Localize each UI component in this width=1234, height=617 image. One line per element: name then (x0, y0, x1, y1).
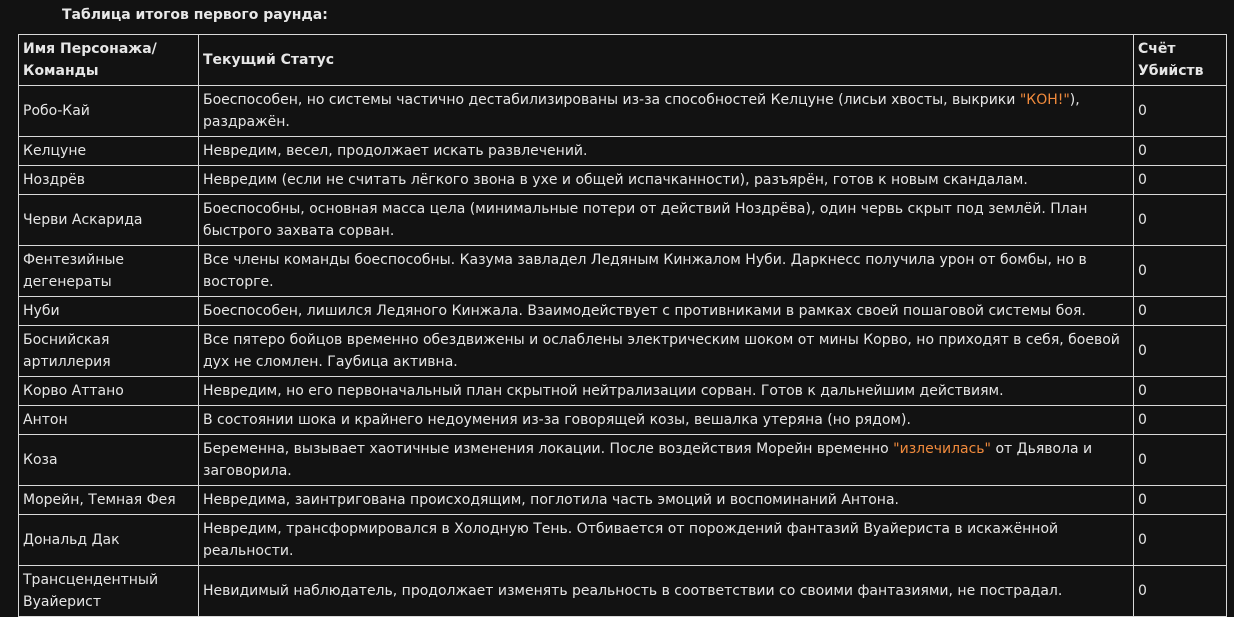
table-row (19, 486, 1227, 515)
kill-count: 0 (1134, 297, 1227, 326)
character-status: Невидимый наблюдатель, продолжает изменять реальность в соответствии со своими фантазиями, не пострадал. (199, 566, 1134, 617)
kill-count: 0 (1134, 515, 1227, 566)
character-name: Фентезийные дегенераты (19, 246, 199, 297)
status-highlight: "излечилась" (893, 441, 992, 457)
kill-count: 0 (1134, 377, 1227, 406)
character-status: В состоянии шока и крайнего недоумения из-за говорящей козы, вешалка утеряна (но рядом). (199, 406, 1134, 435)
table-row (19, 515, 1227, 566)
character-name: Коза (19, 435, 199, 486)
kill-count: 0 (1134, 566, 1227, 617)
character-status: Все члены команды боеспособны. Казума завладел Ледяным Кинжалом Нуби. Даркнесс получила урон от бомбы, но в восторге. (199, 246, 1134, 297)
kill-count: 0 (1134, 195, 1227, 246)
character-name: Черви Аскарида (19, 195, 199, 246)
table-row (19, 566, 1227, 617)
character-name: Ноздрёв (19, 166, 199, 195)
character-status: Боеспособны, основная масса цела (минимальные потери от действий Ноздрёва), один червь скрыт под землёй. План быстрого захвата сорван. (199, 195, 1134, 246)
kill-count: 0 (1134, 137, 1227, 166)
character-name: Нуби (19, 297, 199, 326)
kill-count: 0 (1134, 406, 1227, 435)
character-status: Беременна, вызывает хаотичные изменения локации. После воздействия Морейн временно "излечилась" от Дьявола и заговорила. (199, 435, 1134, 486)
header-status: Текущий Статус (199, 35, 1134, 86)
table-row (19, 406, 1227, 435)
character-name: Морейн, Темная Фея (19, 486, 199, 515)
character-status: Невредим, трансформировался в Холодную Тень. Отбивается от порождений фантазий Вуайериста в искажённой реальности. (199, 515, 1134, 566)
table-caption: Таблица итогов первого раунда: (62, 7, 328, 23)
character-name: Робо-Кай (19, 86, 199, 137)
character-status: Невредима, заинтригована происходящим, поглотила часть эмоций и воспоминаний Антона. (199, 486, 1134, 515)
character-name: Келцуне (19, 137, 199, 166)
character-status: Невредим (если не считать лёгкого звона в ухе и общей испачканности), разъярён, готов к новым скандалам. (199, 166, 1134, 195)
character-name: Дональд Дак (19, 515, 199, 566)
kill-count: 0 (1134, 486, 1227, 515)
table-row (19, 377, 1227, 406)
header-kills: Счёт Убийств (1134, 35, 1227, 86)
kill-count: 0 (1134, 166, 1227, 195)
table-row (19, 166, 1227, 195)
status-highlight: "КОН!" (1019, 92, 1070, 108)
character-status: Невредим, весел, продолжает искать развлечений. (199, 137, 1134, 166)
character-status: Боеспособен, лишился Ледяного Кинжала. Взаимодействует с противниками в рамках своей пошаговой системы боя. (199, 297, 1134, 326)
table-row (19, 246, 1227, 297)
kill-count: 0 (1134, 326, 1227, 377)
table-row (19, 137, 1227, 166)
kill-count: 0 (1134, 435, 1227, 486)
table-row (19, 297, 1227, 326)
table-row (19, 195, 1227, 246)
character-name: Боснийская артиллерия (19, 326, 199, 377)
kill-count: 0 (1134, 86, 1227, 137)
character-name: Трансцендентный Вуайерист (19, 566, 199, 617)
header-name: Имя Персонажа/ Команды (19, 35, 199, 86)
character-status: Боеспособен, но системы частично дестабилизированы из-за способностей Келцуне (лисьи хвосты, выкрики "КОН!"), раздражён. (199, 86, 1134, 137)
header-row (19, 35, 1227, 86)
character-status: Невредим, но его первоначальный план скрытной нейтрализации сорван. Готов к дальнейшим действиям. (199, 377, 1134, 406)
table-row (19, 86, 1227, 137)
character-name: Корво Аттано (19, 377, 199, 406)
results-table (18, 34, 1227, 617)
character-name: Антон (19, 406, 199, 435)
table-row (19, 435, 1227, 486)
kill-count: 0 (1134, 246, 1227, 297)
table-row (19, 326, 1227, 377)
character-status: Все пятеро бойцов временно обездвижены и ослаблены электрическим шоком от мины Корво, но приходят в себя, боевой дух не сломлен. Гаубица активна. (199, 326, 1134, 377)
